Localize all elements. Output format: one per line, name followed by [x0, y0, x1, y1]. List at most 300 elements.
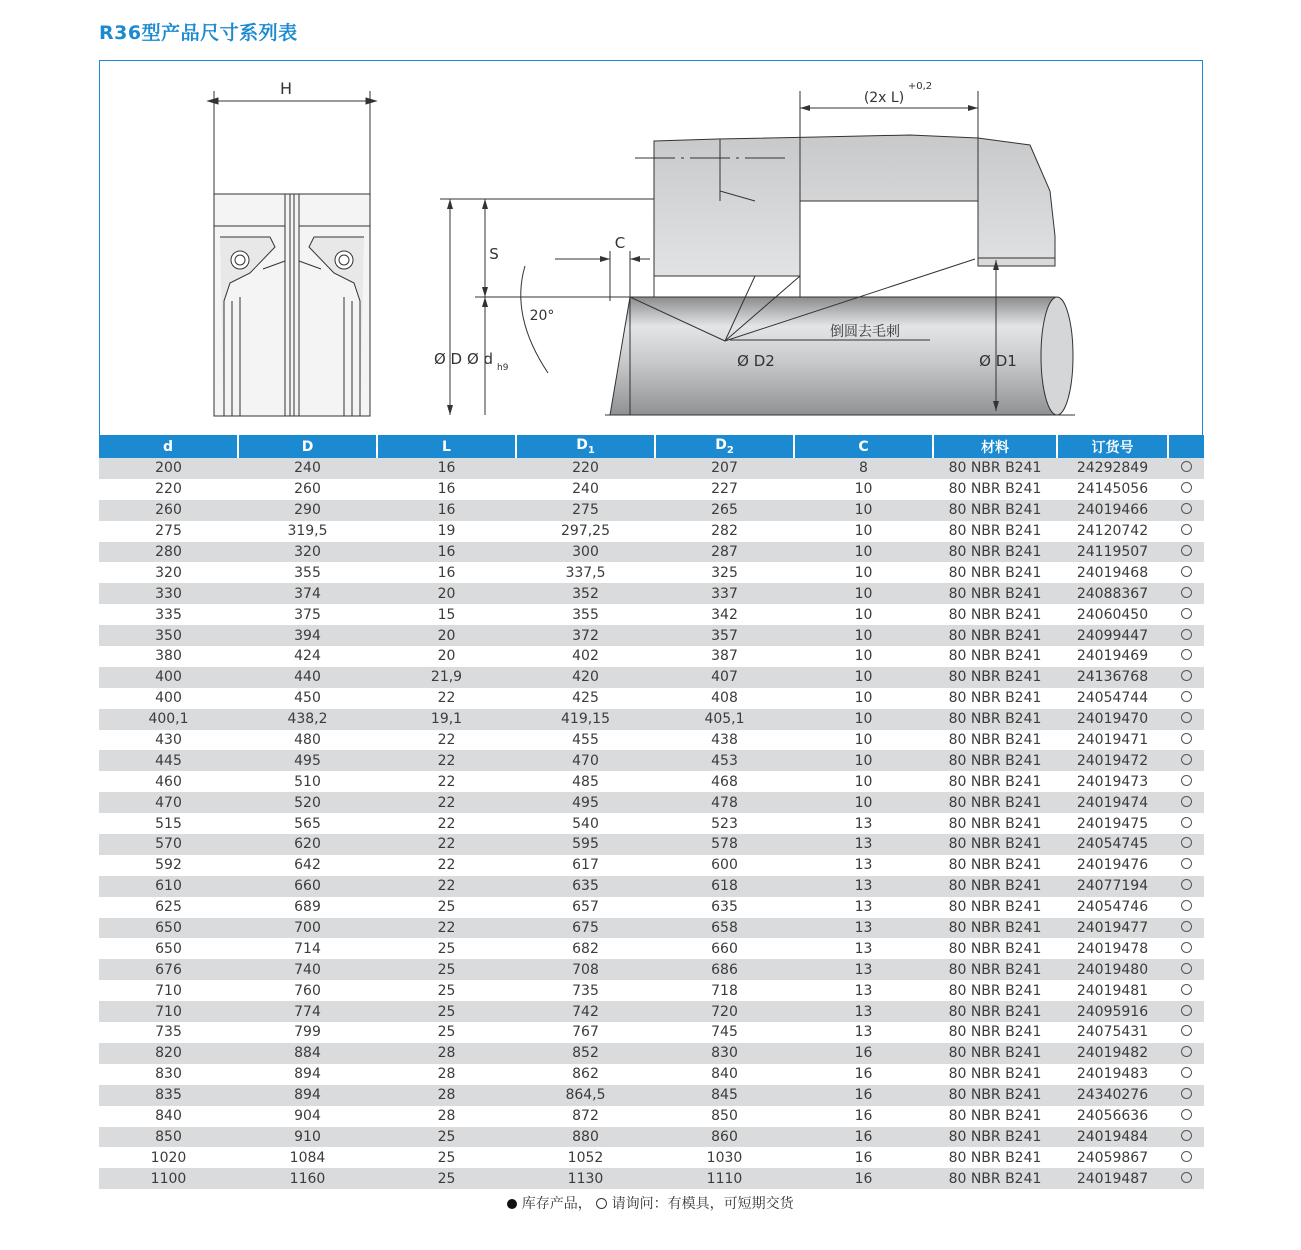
table-cell: 24340276 — [1057, 1085, 1168, 1106]
table-cell: 80 NBR B241 — [933, 1147, 1057, 1168]
inquiry-circle-icon — [1181, 775, 1192, 786]
table-cell: 650 — [99, 938, 238, 959]
table-cell: 22 — [377, 688, 516, 709]
table-cell: 357 — [655, 625, 794, 646]
table-cell: 80 NBR B241 — [933, 1064, 1057, 1085]
table-cell: 28 — [377, 1085, 516, 1106]
table-cell: 220 — [99, 479, 238, 500]
table-cell: 1030 — [655, 1147, 794, 1168]
table-cell: 774 — [238, 1001, 377, 1022]
table-cell: 660 — [655, 938, 794, 959]
column-header — [516, 435, 655, 458]
table-cell: 682 — [516, 938, 655, 959]
table-cell: 80 NBR B241 — [933, 750, 1057, 771]
column-header — [99, 435, 238, 458]
availability-cell — [1168, 1127, 1204, 1148]
table-row — [99, 918, 1204, 939]
table-cell: 16 — [377, 479, 516, 500]
table-cell: 24019478 — [1057, 938, 1168, 959]
inquiry-circle-icon — [1181, 587, 1192, 598]
table-row — [99, 959, 1204, 980]
table-cell: 24019468 — [1057, 562, 1168, 583]
table-cell: 10 — [794, 562, 933, 583]
table-cell: 16 — [794, 1127, 933, 1148]
table-row — [99, 1127, 1204, 1148]
table-cell: 28 — [377, 1064, 516, 1085]
table-cell: 700 — [238, 918, 377, 939]
table-cell: 275 — [99, 521, 238, 542]
table-cell: 24120742 — [1057, 521, 1168, 542]
table-row — [99, 542, 1204, 563]
table-cell: 240 — [516, 479, 655, 500]
stock-dot-icon — [507, 1199, 517, 1209]
table-row — [99, 583, 1204, 604]
availability-cell — [1168, 1147, 1204, 1168]
availability-cell — [1168, 980, 1204, 1001]
column-header-label: 订货号 — [1091, 439, 1134, 456]
table-cell: 24056636 — [1057, 1106, 1168, 1127]
table-cell: 10 — [794, 730, 933, 751]
table-row — [99, 646, 1204, 667]
table-row — [99, 1168, 1204, 1189]
table-cell: 13 — [794, 855, 933, 876]
label-h: H — [279, 79, 293, 98]
inquiry-circle-icon — [1181, 691, 1192, 702]
table-cell: 760 — [238, 980, 377, 1001]
table-cell: 910 — [238, 1127, 377, 1148]
table-cell: 22 — [377, 813, 516, 834]
column-header-label: C — [858, 438, 869, 455]
column-header-label: D — [576, 437, 588, 454]
table-cell: 352 — [516, 583, 655, 604]
table-cell: 595 — [516, 834, 655, 855]
inquiry-circle-icon — [1181, 545, 1192, 556]
table-cell: 21,9 — [377, 667, 516, 688]
table-cell: 1160 — [238, 1168, 377, 1189]
table-row — [99, 792, 1204, 813]
table-cell: 80 NBR B241 — [933, 1001, 1057, 1022]
inquiry-circle-icon — [1181, 921, 1192, 932]
table-cell: 400 — [99, 688, 238, 709]
table-cell: 419,15 — [516, 709, 655, 730]
table-cell: 260 — [238, 479, 377, 500]
table-cell: 337,5 — [516, 562, 655, 583]
inquiry-circle-icon — [1181, 1109, 1192, 1120]
availability-cell — [1168, 1001, 1204, 1022]
table-cell: 80 NBR B241 — [933, 1043, 1057, 1064]
availability-cell — [1168, 1043, 1204, 1064]
table-cell: 25 — [377, 1147, 516, 1168]
table-cell: 8 — [794, 458, 933, 479]
table-cell: 835 — [99, 1085, 238, 1106]
table-cell: 407 — [655, 667, 794, 688]
availability-cell — [1168, 1064, 1204, 1085]
table-cell: 718 — [655, 980, 794, 1001]
table-cell: 16 — [377, 542, 516, 563]
availability-cell — [1168, 876, 1204, 897]
table-row — [99, 897, 1204, 918]
table-cell: 1130 — [516, 1168, 655, 1189]
table-cell: 19 — [377, 521, 516, 542]
table-cell: 28 — [377, 1106, 516, 1127]
table-cell: 10 — [794, 542, 933, 563]
table-cell: 80 NBR B241 — [933, 625, 1057, 646]
table-cell: 799 — [238, 1022, 377, 1043]
table-cell: 485 — [516, 771, 655, 792]
table-cell: 676 — [99, 959, 238, 980]
table-cell: 10 — [794, 792, 933, 813]
table-row — [99, 1085, 1204, 1106]
availability-cell — [1168, 813, 1204, 834]
table-row — [99, 855, 1204, 876]
inquiry-circle-icon — [1181, 608, 1192, 619]
table-cell: 16 — [794, 1043, 933, 1064]
table-cell: 24019477 — [1057, 918, 1168, 939]
table-cell: 265 — [655, 500, 794, 521]
table-cell: 24292849 — [1057, 458, 1168, 479]
seal-diagram — [100, 61, 1204, 436]
availability-cell — [1168, 1022, 1204, 1043]
table-cell: 80 NBR B241 — [933, 792, 1057, 813]
table-cell: 400,1 — [99, 709, 238, 730]
table-cell: 618 — [655, 876, 794, 897]
availability-cell — [1168, 750, 1204, 771]
table-cell: 540 — [516, 813, 655, 834]
inquiry-circle-icon — [1181, 524, 1192, 535]
table-row — [99, 479, 1204, 500]
seal-profile — [208, 91, 376, 416]
table-cell: 904 — [238, 1106, 377, 1127]
table-cell: 80 NBR B241 — [933, 562, 1057, 583]
table-cell: 25 — [377, 897, 516, 918]
rod — [605, 276, 1075, 415]
column-header — [655, 435, 794, 458]
table-cell: 80 NBR B241 — [933, 1085, 1057, 1106]
table-cell: 80 NBR B241 — [933, 855, 1057, 876]
table-cell: 355 — [516, 604, 655, 625]
table-cell: 710 — [99, 980, 238, 1001]
inquiry-circle-icon — [1181, 858, 1192, 869]
table-cell: 425 — [516, 688, 655, 709]
table-cell: 280 — [99, 542, 238, 563]
table-cell: 405,1 — [655, 709, 794, 730]
table-cell: 710 — [99, 1001, 238, 1022]
label-2xl: (2x L) — [863, 90, 905, 106]
table-cell: 408 — [655, 688, 794, 709]
table-cell: 1052 — [516, 1147, 655, 1168]
table-cell: 767 — [516, 1022, 655, 1043]
table-cell: 745 — [655, 1022, 794, 1043]
table-cell: 13 — [794, 1022, 933, 1043]
column-header — [1168, 435, 1204, 458]
inquiry-circle-icon — [1181, 942, 1192, 953]
table-cell: 453 — [655, 750, 794, 771]
table-row — [99, 1043, 1204, 1064]
table-cell: 830 — [99, 1064, 238, 1085]
table-cell: 1100 — [99, 1168, 238, 1189]
table-cell: 320 — [99, 562, 238, 583]
table-row — [99, 876, 1204, 897]
table-cell: 24019466 — [1057, 500, 1168, 521]
table-cell: 16 — [794, 1168, 933, 1189]
table-cell: 24019480 — [1057, 959, 1168, 980]
availability-cell — [1168, 458, 1204, 479]
table-row — [99, 1147, 1204, 1168]
table-cell: 13 — [794, 959, 933, 980]
inquiry-circle-icon — [1181, 1088, 1192, 1099]
table-cell: 319,5 — [238, 521, 377, 542]
table-cell: 430 — [99, 730, 238, 751]
table-cell: 617 — [516, 855, 655, 876]
table-cell: 720 — [655, 1001, 794, 1022]
table-cell: 220 — [516, 458, 655, 479]
table-cell: 80 NBR B241 — [933, 1106, 1057, 1127]
table-cell: 24019484 — [1057, 1127, 1168, 1148]
label-angle: 20° — [529, 308, 555, 324]
table-cell: 80 NBR B241 — [933, 918, 1057, 939]
table-cell: 342 — [655, 604, 794, 625]
availability-cell — [1168, 771, 1204, 792]
table-cell: 10 — [794, 625, 933, 646]
table-cell: 394 — [238, 625, 377, 646]
table-cell: 287 — [655, 542, 794, 563]
table-cell: 24136768 — [1057, 667, 1168, 688]
table-cell: 600 — [655, 855, 794, 876]
availability-cell — [1168, 562, 1204, 583]
table-row — [99, 1106, 1204, 1127]
table-cell: 400 — [99, 667, 238, 688]
table-cell: 742 — [516, 1001, 655, 1022]
table-cell: 735 — [99, 1022, 238, 1043]
table-header — [99, 435, 1204, 458]
table-cell: 25 — [377, 980, 516, 1001]
table-cell: 13 — [794, 918, 933, 939]
table-cell: 24054744 — [1057, 688, 1168, 709]
availability-cell — [1168, 1168, 1204, 1189]
table-cell: 708 — [516, 959, 655, 980]
label-d2: Ø D2 — [737, 352, 775, 370]
table-cell: 22 — [377, 855, 516, 876]
table-row — [99, 813, 1204, 834]
table-cell: 480 — [238, 730, 377, 751]
table-cell: 24054745 — [1057, 834, 1168, 855]
table-cell: 10 — [794, 750, 933, 771]
table-cell: 845 — [655, 1085, 794, 1106]
table-cell: 10 — [794, 479, 933, 500]
availability-cell — [1168, 897, 1204, 918]
table-cell: 515 — [99, 813, 238, 834]
table-cell: 820 — [99, 1043, 238, 1064]
table-cell: 16 — [794, 1064, 933, 1085]
table-cell: 438 — [655, 730, 794, 751]
table-cell: 468 — [655, 771, 794, 792]
table-row — [99, 730, 1204, 751]
table-cell: 13 — [794, 980, 933, 1001]
table-row — [99, 1001, 1204, 1022]
label-d-inner: Ø d — [466, 350, 494, 368]
table-cell: 80 NBR B241 — [933, 897, 1057, 918]
inquiry-circle-icon — [1181, 461, 1192, 472]
table-cell: 24019475 — [1057, 813, 1168, 834]
column-header-subscript: 2 — [726, 444, 734, 456]
table-cell: 80 NBR B241 — [933, 542, 1057, 563]
table-cell: 840 — [99, 1106, 238, 1127]
table-cell: 10 — [794, 688, 933, 709]
table-cell: 24019469 — [1057, 646, 1168, 667]
inquiry-circle-icon — [1181, 482, 1192, 493]
table-cell: 495 — [238, 750, 377, 771]
table-cell: 686 — [655, 959, 794, 980]
page-title: R36型产品尺寸系列表 — [99, 22, 298, 44]
table-cell: 10 — [794, 604, 933, 625]
label-d-sub: h9 — [497, 363, 509, 373]
table-cell: 300 — [516, 542, 655, 563]
inquiry-circle-icon — [1181, 1025, 1192, 1036]
inquiry-circle-icon — [1181, 754, 1192, 765]
table-cell: 578 — [655, 834, 794, 855]
availability-cell — [1168, 667, 1204, 688]
table-cell: 10 — [794, 709, 933, 730]
table-cell: 13 — [794, 897, 933, 918]
table-row — [99, 458, 1204, 479]
availability-cell — [1168, 583, 1204, 604]
table-cell: 24075431 — [1057, 1022, 1168, 1043]
table-cell: 894 — [238, 1064, 377, 1085]
table-row — [99, 709, 1204, 730]
availability-cell — [1168, 730, 1204, 751]
table-row — [99, 834, 1204, 855]
table-cell: 523 — [655, 813, 794, 834]
inquiry-circle-icon — [596, 1198, 607, 1209]
table-cell: 864,5 — [516, 1085, 655, 1106]
table-cell: 470 — [99, 792, 238, 813]
label-c: C — [614, 234, 626, 252]
availability-cell — [1168, 792, 1204, 813]
legend-stock: 库存产品， — [521, 1196, 592, 1212]
table-cell: 520 — [238, 792, 377, 813]
availability-cell — [1168, 479, 1204, 500]
inquiry-circle-icon — [1181, 817, 1192, 828]
column-header-label: 材料 — [981, 439, 1009, 456]
table-cell: 16 — [794, 1147, 933, 1168]
inquiry-circle-icon — [1181, 1005, 1192, 1016]
table-row — [99, 980, 1204, 1001]
table-cell: 689 — [238, 897, 377, 918]
table-cell: 16 — [794, 1085, 933, 1106]
table-cell: 24019481 — [1057, 980, 1168, 1001]
table-cell: 80 NBR B241 — [933, 1022, 1057, 1043]
availability-cell — [1168, 542, 1204, 563]
table-cell: 660 — [238, 876, 377, 897]
table-cell: 16 — [377, 562, 516, 583]
table-cell: 28 — [377, 1043, 516, 1064]
table-cell: 330 — [99, 583, 238, 604]
table-cell: 565 — [238, 813, 377, 834]
table-cell: 290 — [238, 500, 377, 521]
table-cell: 24019487 — [1057, 1168, 1168, 1189]
inquiry-circle-icon — [1181, 712, 1192, 723]
table-cell: 24019482 — [1057, 1043, 1168, 1064]
column-header — [794, 435, 933, 458]
table-cell: 80 NBR B241 — [933, 604, 1057, 625]
legend-inquiry: 请询问：有模具，可短期交货 — [611, 1196, 794, 1212]
table-cell: 658 — [655, 918, 794, 939]
table-cell: 440 — [238, 667, 377, 688]
table-cell: 740 — [238, 959, 377, 980]
table-row — [99, 1022, 1204, 1043]
table-cell: 372 — [516, 625, 655, 646]
availability-cell — [1168, 938, 1204, 959]
table-cell: 10 — [794, 646, 933, 667]
table-cell: 635 — [655, 897, 794, 918]
table-cell: 80 NBR B241 — [933, 583, 1057, 604]
table-cell: 850 — [655, 1106, 794, 1127]
availability-cell — [1168, 834, 1204, 855]
table-cell: 24019474 — [1057, 792, 1168, 813]
table-row — [99, 771, 1204, 792]
table-cell: 350 — [99, 625, 238, 646]
table-cell: 25 — [377, 938, 516, 959]
table-cell: 657 — [516, 897, 655, 918]
table-cell: 24077194 — [1057, 876, 1168, 897]
inquiry-circle-icon — [1181, 1046, 1192, 1057]
table-cell: 16 — [377, 458, 516, 479]
table-cell: 460 — [99, 771, 238, 792]
size-table — [99, 435, 1204, 1189]
table-cell: 24054746 — [1057, 897, 1168, 918]
label-s: S — [489, 245, 499, 263]
column-header — [933, 435, 1057, 458]
inquiry-circle-icon — [1181, 984, 1192, 995]
table-cell: 80 NBR B241 — [933, 730, 1057, 751]
table-cell: 80 NBR B241 — [933, 479, 1057, 500]
table-cell: 24019471 — [1057, 730, 1168, 751]
table-cell: 894 — [238, 1085, 377, 1106]
availability-cell — [1168, 604, 1204, 625]
table-cell: 24019483 — [1057, 1064, 1168, 1085]
table-cell: 735 — [516, 980, 655, 1001]
table-cell: 1084 — [238, 1147, 377, 1168]
label-tolerance: +0,2 — [907, 81, 933, 92]
inquiry-circle-icon — [1181, 733, 1192, 744]
table-row — [99, 604, 1204, 625]
table-cell: 80 NBR B241 — [933, 771, 1057, 792]
table-row — [99, 521, 1204, 542]
table-cell: 387 — [655, 646, 794, 667]
table-cell: 860 — [655, 1127, 794, 1148]
inquiry-circle-icon — [1181, 670, 1192, 681]
availability-cell — [1168, 688, 1204, 709]
table-cell: 80 NBR B241 — [933, 980, 1057, 1001]
table-cell: 852 — [516, 1043, 655, 1064]
table-cell: 25 — [377, 1127, 516, 1148]
table-cell: 25 — [377, 1168, 516, 1189]
inquiry-circle-icon — [1181, 1130, 1192, 1141]
availability-cell — [1168, 918, 1204, 939]
table-cell: 22 — [377, 792, 516, 813]
table-cell: 675 — [516, 918, 655, 939]
table-cell: 450 — [238, 688, 377, 709]
table-cell: 840 — [655, 1064, 794, 1085]
table-cell: 884 — [238, 1043, 377, 1064]
column-header-label: L — [442, 438, 451, 455]
table-cell: 24059867 — [1057, 1147, 1168, 1168]
table-row — [99, 500, 1204, 521]
table-cell: 80 NBR B241 — [933, 646, 1057, 667]
table-cell: 24088367 — [1057, 583, 1168, 604]
table-cell: 282 — [655, 521, 794, 542]
table-cell: 80 NBR B241 — [933, 458, 1057, 479]
